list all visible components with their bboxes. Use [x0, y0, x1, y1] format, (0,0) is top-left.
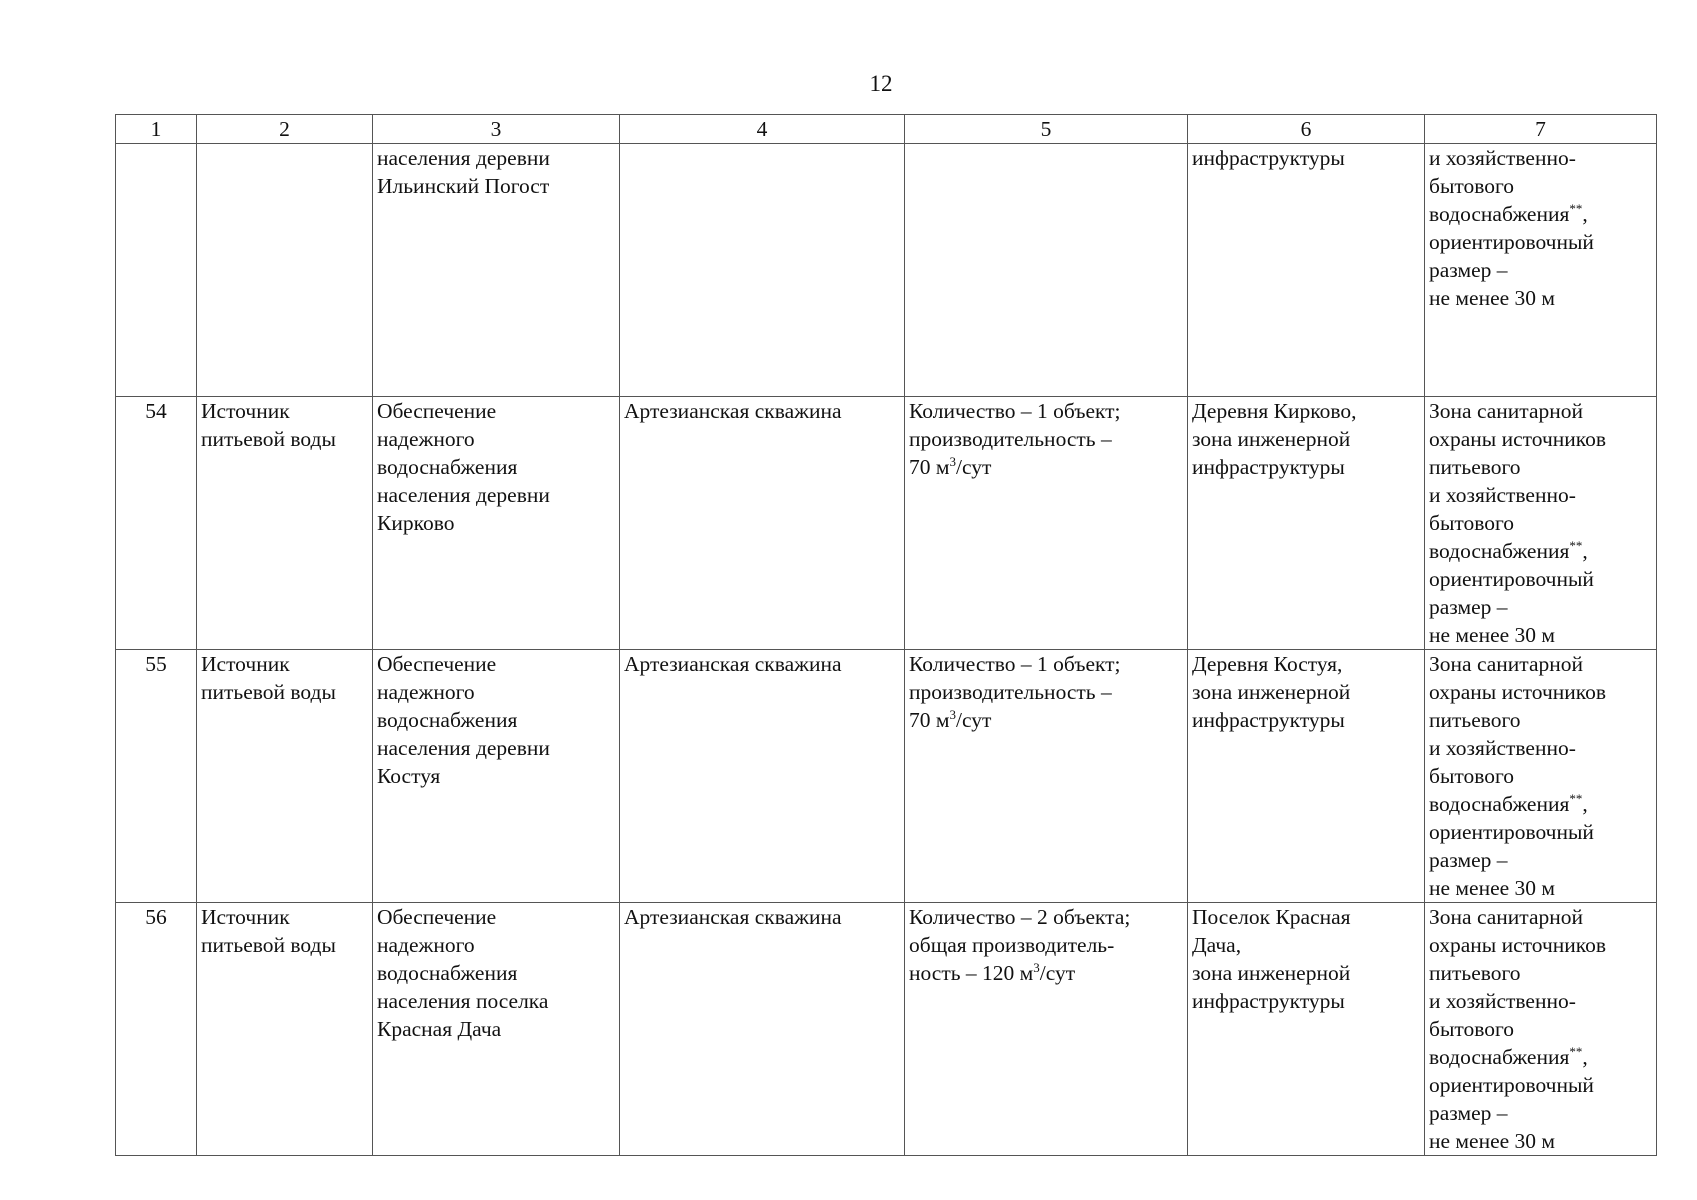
- table-row-continuation: [116, 144, 1657, 397]
- cell-object-kind: Артезианская скважина: [620, 903, 905, 1156]
- cell-object-type: Источник питьевой воды: [197, 650, 373, 903]
- cell-location: Деревня Кирково, зона инженерной инфраструктуры: [1188, 397, 1425, 650]
- table-row: [116, 650, 1657, 903]
- column-number-row: [116, 115, 1657, 144]
- cell-purpose: Обеспечение надежного водоснабжения населения деревни Костуя: [373, 650, 620, 903]
- cell-row-number: 56: [116, 903, 197, 1156]
- cell-purpose: населения деревни Ильинский Погост: [373, 144, 620, 397]
- table-row: [116, 903, 1657, 1156]
- cell-purpose: Обеспечение надежного водоснабжения населения поселка Красная Дача: [373, 903, 620, 1156]
- cell-object-kind: Артезианская скважина: [620, 650, 905, 903]
- cell-zone: Зона санитарной охраны источников питьевого и хозяйственно- бытового водоснабжения**, ориентировочный размер – не менее 30 м: [1425, 397, 1657, 650]
- column-number-header: 5: [905, 115, 1188, 144]
- cell-location: инфраструктуры: [1188, 144, 1425, 397]
- cell-object-kind: [620, 144, 905, 397]
- cell-row-number: 54: [116, 397, 197, 650]
- table-row: [116, 397, 1657, 650]
- cell-parameters: Количество – 1 объект; производительность – 70 $м^3$/сут: [905, 650, 1188, 903]
- planning-table: [115, 114, 1657, 1156]
- column-number-header: 3: [373, 115, 620, 144]
- column-number-header: 4: [620, 115, 905, 144]
- cell-location: Поселок Красная Дача, зона инженерной инфраструктуры: [1188, 903, 1425, 1156]
- cell-location: Деревня Костуя, зона инженерной инфраструктуры: [1188, 650, 1425, 903]
- cell-row-number: [116, 144, 197, 397]
- cell-purpose: Обеспечение надежного водоснабжения населения деревни Кирково: [373, 397, 620, 650]
- column-number-header: 6: [1188, 115, 1425, 144]
- cell-object-kind: Артезианская скважина: [620, 397, 905, 650]
- cell-parameters: Количество – 2 объекта; общая производитель- ность – 120 $м^3$/сут: [905, 903, 1188, 1156]
- cell-object-type: [197, 144, 373, 397]
- column-number-header: 7: [1425, 115, 1657, 144]
- column-number-header: 1: [116, 115, 197, 144]
- cell-parameters: [905, 144, 1188, 397]
- page-number: 12: [869, 71, 893, 96]
- cell-zone: и хозяйственно- бытового водоснабжения**, ориентировочный размер – не менее 30 м: [1425, 144, 1657, 397]
- column-number-header: 2: [197, 115, 373, 144]
- cell-object-type: Источник питьевой воды: [197, 903, 373, 1156]
- cell-row-number: 55: [116, 650, 197, 903]
- cell-parameters: Количество – 1 объект; производительность – 70 $м^3$/сут: [905, 397, 1188, 650]
- cell-object-type: Источник питьевой воды: [197, 397, 373, 650]
- cell-zone: Зона санитарной охраны источников питьевого и хозяйственно- бытового водоснабжения**, ориентировочный размер – не менее 30 м: [1425, 650, 1657, 903]
- cell-zone: Зона санитарной охраны источников питьевого и хозяйственно- бытового водоснабжения**, ориентировочный размер – не менее 30 м: [1425, 903, 1657, 1156]
